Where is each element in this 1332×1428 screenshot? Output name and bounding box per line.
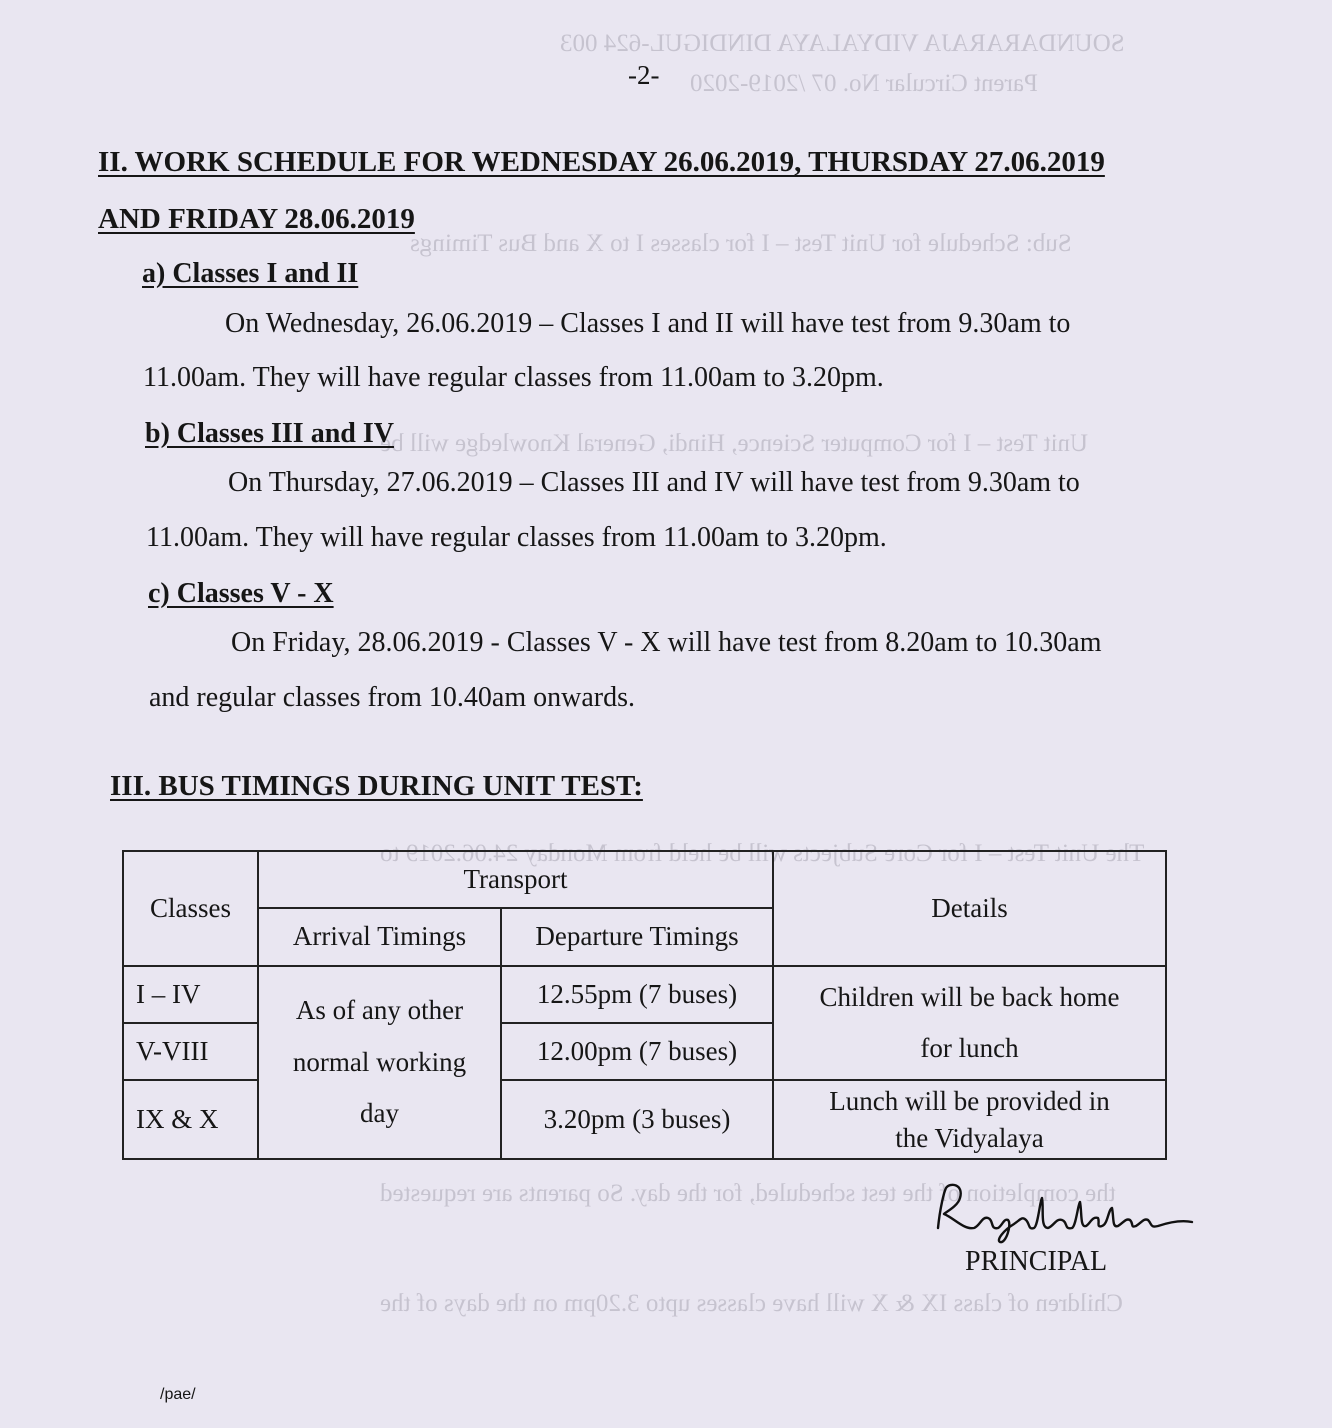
page-number: -2- — [628, 60, 660, 90]
details-2-line-2: the Vidyalaya — [895, 1122, 1044, 1153]
header-arrival: Arrival Timings — [258, 908, 501, 965]
subsection-b-line-1: On Thursday, 27.06.2019 – Classes III and IV will have test from 9.30am to — [228, 467, 1080, 498]
arrival-common — [258, 966, 501, 1159]
principal-signature — [930, 1178, 1200, 1248]
principal-label: PRINCIPAL — [965, 1246, 1108, 1277]
subsection-b-line-2: 11.00am. They will have regular classes from 11.00am to 3.20pm. — [146, 522, 887, 553]
footer-reference: /pae/ — [160, 1386, 196, 1403]
header-details: Details — [773, 851, 1166, 966]
details-2-line-1: Lunch will be provided in — [829, 1086, 1110, 1117]
bleed-through-text: Parent Circular No. 07 /2019-2020 — [690, 70, 1038, 97]
subsection-a-line-2: 11.00am. They will have regular classes from 11.00am to 3.20pm. — [143, 362, 884, 393]
subsection-c-line-2: and regular classes from 10.40am onwards. — [149, 682, 635, 713]
row-departure: 12.00pm (7 buses) — [501, 1023, 773, 1080]
section-2-heading-line-2: AND FRIDAY 28.06.2019 — [98, 203, 415, 235]
header-classes: Classes — [123, 851, 258, 966]
subsection-c-title: c) Classes V - X — [148, 578, 334, 609]
row-departure: 12.55pm (7 buses) — [501, 966, 773, 1023]
subsection-c-line-1: On Friday, 28.06.2019 - Classes V - X will have test from 8.20am to 10.30am — [231, 627, 1102, 658]
bleed-through-text: Children of class IX & X will have classes upto 3.20pm on the days of the — [380, 1290, 1123, 1317]
arrival-line-1: As of any other — [295, 995, 464, 1026]
arrival-line-2: normal working — [292, 1046, 467, 1077]
details-1-line-2: for lunch — [920, 1032, 1019, 1063]
section-2-heading-line-1: II. WORK SCHEDULE FOR WEDNESDAY 26.06.2019, THURSDAY 27.06.2019 — [98, 146, 1105, 178]
bleed-through-text: Unit Test – I for Computer Science, Hindi, General Knowledge will be — [380, 430, 1089, 457]
bus-timings-table — [122, 850, 1167, 1160]
row-classes: I – IV — [123, 966, 258, 1023]
table-header-row — [123, 851, 1166, 908]
bleed-through-text: SOUNDARARAJA VIDYALAYA DINDIGUL-624 003 — [560, 30, 1125, 57]
details-cell-2 — [773, 1080, 1166, 1159]
details-1-line-1: Children will be back home — [819, 981, 1120, 1012]
bleed-through-text: The Unit Test – I for Core Subjects will be held from Monday 24.06.2019 to — [380, 840, 1145, 867]
details-cell-1 — [773, 966, 1166, 1081]
row-classes: IX & X — [123, 1080, 258, 1159]
arrival-line-3: day — [360, 1097, 399, 1128]
header-transport: Transport — [258, 851, 773, 908]
section-3-heading: III. BUS TIMINGS DURING UNIT TEST: — [110, 770, 643, 802]
subsection-b-title: b) Classes III and IV — [145, 418, 394, 449]
subsection-a-title: a) Classes I and II — [142, 258, 359, 289]
bleed-through-text: Sub: Schedule for Unit Test – I for classes I to X and Bus Timings — [410, 230, 1072, 257]
bleed-through-text: the completion of the test scheduled, for the day. So parents are requested — [380, 1180, 1116, 1207]
row-classes: V-VIII — [123, 1023, 258, 1080]
table-row — [123, 966, 1166, 1023]
subsection-a-line-1: On Wednesday, 26.06.2019 – Classes I and II will have test from 9.30am to — [225, 308, 1071, 339]
row-departure: 3.20pm (3 buses) — [501, 1080, 773, 1159]
header-departure: Departure Timings — [501, 908, 773, 965]
